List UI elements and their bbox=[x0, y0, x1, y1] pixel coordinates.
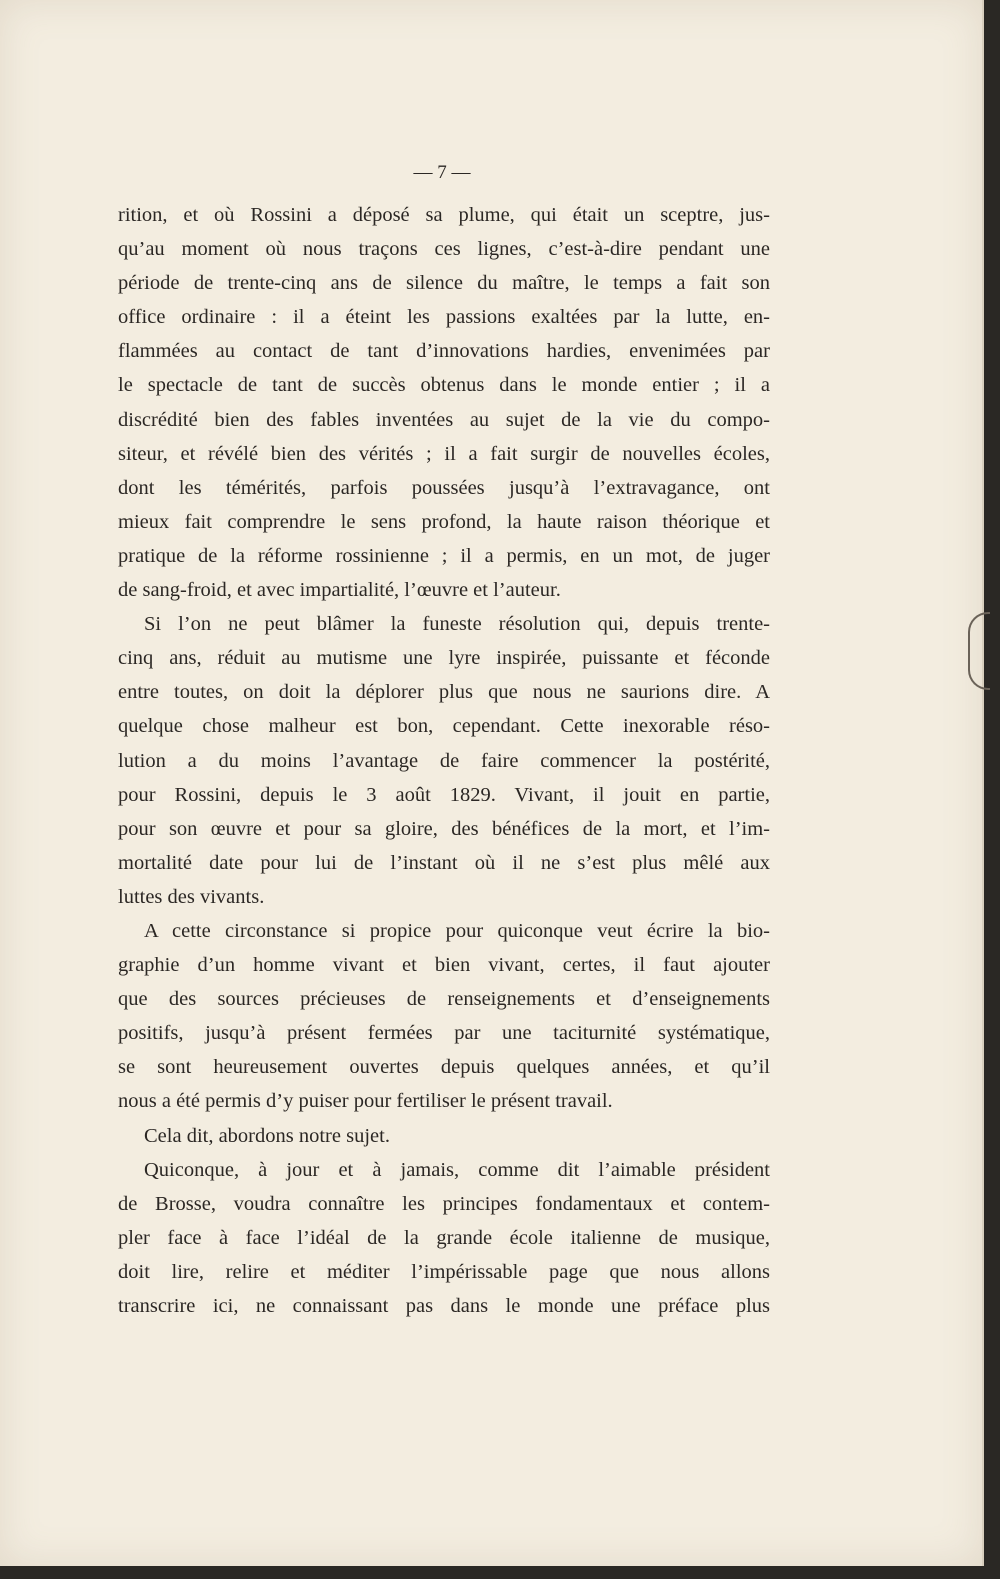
text-line: de sang-froid, et avec impartialité, l’œuvre et l’auteur. bbox=[118, 579, 561, 602]
text-line: de Brosse, voudra connaître les principes fondamentaux et contem- bbox=[118, 1192, 770, 1215]
text-line: qu’au moment où nous traçons ces lignes, c’est-à-dire pendant une bbox=[118, 238, 770, 261]
text-line: entre toutes, on doit la déplorer plus que nous ne saurions dire. A bbox=[118, 681, 770, 704]
text-line: dont les témérités, parfois poussées jusqu’à l’extravagance, ont bbox=[118, 476, 770, 499]
text-line: pler face à face l’idéal de la grande école italienne de musique, bbox=[118, 1226, 770, 1249]
text-line: Quiconque, à jour et à jamais, comme dit l’aimable président bbox=[144, 1158, 770, 1181]
text-line: transcrire ici, ne connaissant pas dans le monde une préface plus bbox=[118, 1295, 770, 1317]
text-line: Cela dit, abordons notre sujet. bbox=[144, 1124, 390, 1147]
text-line: pratique de la réforme rossinienne ; il a permis, en un mot, de juger bbox=[118, 544, 770, 567]
text-line: quelque chose malheur est bon, cependant. Cette inexorable réso- bbox=[118, 715, 770, 738]
text-line: Si l’on ne peut blâmer la funeste résolution qui, depuis trente- bbox=[144, 613, 770, 636]
text-line: cinq ans, réduit au mutisme une lyre inspirée, puissante et féconde bbox=[118, 647, 770, 670]
text-line: siteur, et révélé bien des vérités ; il a fait surgir de nouvelles écoles, bbox=[118, 442, 770, 465]
text-line: pour Rossini, depuis le 3 août 1829. Vivant, il jouit en partie, bbox=[118, 783, 770, 806]
page-edge-tab bbox=[968, 612, 990, 690]
text-line: le spectacle de tant de succès obtenus dans le monde entier ; il a bbox=[118, 374, 770, 397]
text-line: positifs, jusqu’à présent fermées par une taciturnité systématique, bbox=[118, 1022, 770, 1045]
text-line: office ordinaire : il a éteint les passions exaltées par la lutte, en- bbox=[118, 306, 770, 329]
text-line: graphie d’un homme vivant et bien vivant, certes, il faut ajouter bbox=[118, 954, 770, 977]
text-line: période de trente-cinq ans de silence du maître, le temps a fait son bbox=[118, 272, 770, 295]
page-number: — 7 — bbox=[413, 162, 471, 183]
text-line: A cette circonstance si propice pour quiconque veut écrire la bio- bbox=[144, 919, 770, 942]
body-text bbox=[118, 198, 770, 1323]
text-line: pour son œuvre et pour sa gloire, des bénéfices de la mort, et l’im- bbox=[118, 817, 770, 840]
text-line: mortalité date pour lui de l’instant où il ne s’est plus mêlé aux bbox=[118, 851, 770, 874]
text-line: rition, et où Rossini a déposé sa plume, qui était un sceptre, jus- bbox=[118, 204, 770, 226]
text-line: se sont heureusement ouvertes depuis quelques années, et qu’il bbox=[118, 1056, 770, 1079]
text-line: que des sources précieuses de renseignements et d’enseignements bbox=[118, 988, 770, 1011]
text-line: doit lire, relire et méditer l’impérissable page que nous allons bbox=[118, 1260, 770, 1283]
text-line: luttes des vivants. bbox=[118, 885, 265, 908]
text-line: lution a du moins l’avantage de faire commencer la postérité, bbox=[118, 749, 770, 772]
text-line: flammées au contact de tant d’innovations hardies, envenimées par bbox=[118, 340, 770, 363]
text-line: nous a été permis d’y puiser pour fertiliser le présent travail. bbox=[118, 1090, 613, 1113]
text-line: discrédité bien des fables inventées au sujet de la vie du compo- bbox=[118, 408, 770, 431]
text-line: mieux fait comprendre le sens profond, la haute raison théorique et bbox=[118, 510, 770, 533]
